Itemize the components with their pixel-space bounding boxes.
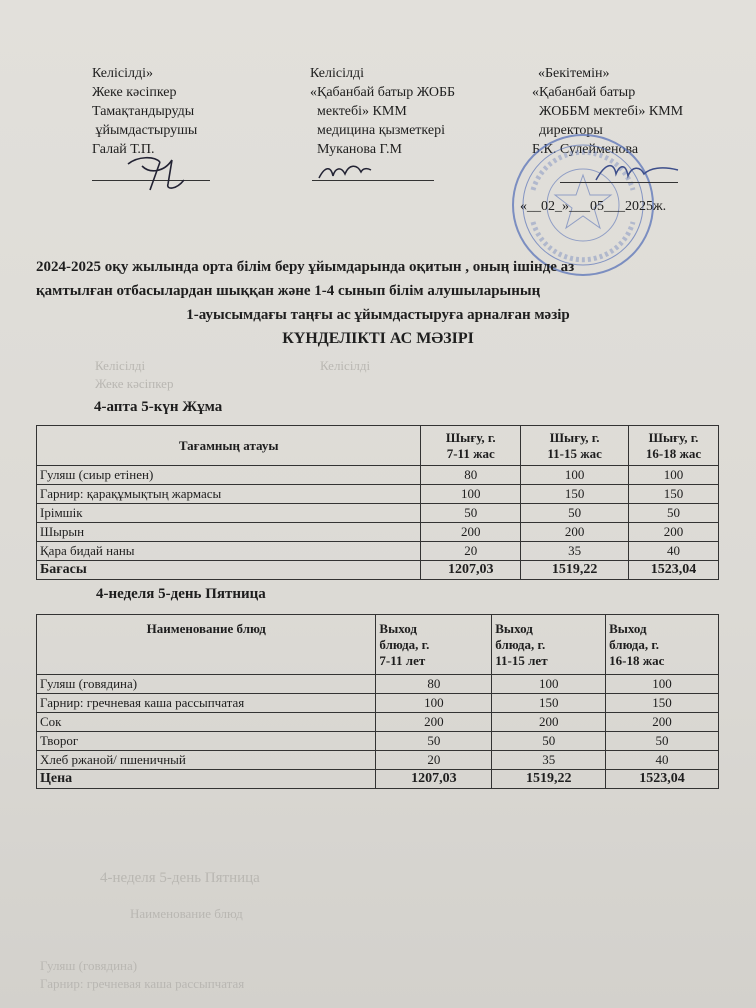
portion-cell: 50 [376,732,492,751]
bleed-through-text: Жеке кәсіпкер [95,376,174,391]
bleed-through-text: Гуляш (говядина) [40,958,138,973]
table-row [37,675,719,694]
bleed-through-text: 4-неделя 5-день Пятница [100,870,260,886]
portion-cell: 200 [521,523,629,542]
portion-cell: 100 [492,675,606,694]
portion-cell: 200 [421,523,521,542]
portion-cell: 50 [521,504,629,523]
portion-cell: 100 [376,694,492,713]
dish-name: Сок [37,713,376,732]
table-row [37,732,719,751]
approval-middle [310,64,455,159]
header-cell: Шығу, г. 11-15 жас [521,426,629,466]
title-line-1: 2024-2025 оқу жылында орта білім беру ұйымдарында оқитын , оның ішінде аз [36,259,575,275]
kz-menu-table [36,425,719,580]
kz-table-caption: 4-апта 5-күн Жұма [94,399,223,415]
portion-cell: 200 [492,713,606,732]
title-line-4: КҮНДЕЛІКТІ АС МӘЗІРІ [282,330,474,347]
portion-cell: 100 [606,675,719,694]
portion-cell: 150 [521,485,629,504]
portion-cell: 100 [421,485,521,504]
portion-cell: 35 [492,751,606,770]
dish-name: Гарнир: гречневая каша рассыпчатая [37,694,376,713]
approval-line: директоры [532,123,603,138]
approval-line: Келісілді» [92,66,153,81]
portion-cell: 20 [376,751,492,770]
portion-cell: 20 [421,542,521,561]
table-row [37,485,719,504]
portion-cell: 150 [606,694,719,713]
approval-line: мектебі» КММ [310,104,407,119]
portion-cell: 35 [521,542,629,561]
approval-line: Жеке кәсіпкер [92,85,177,100]
approval-line: «Қабанбай батыр ЖОББ [310,85,456,100]
signature-right [592,158,682,188]
bleed-through-text: Келісілді [320,358,371,373]
dish-name: Хлеб ржаной/ пшеничный [37,751,376,770]
header-cell: Наименование блюд [37,615,376,675]
approval-line: Муканова Г.М [310,142,402,157]
table-row [37,542,719,561]
dish-name: Гарнир: қарақұмықтың жармасы [37,485,421,504]
portion-cell: 100 [629,466,719,485]
price-cell: 1519,22 [492,770,606,789]
portion-cell: 200 [376,713,492,732]
title-line-2: қамтылған отбасылардан шыққан және 1-4 сынып білім алушыларының [36,283,541,299]
portion-cell: 50 [606,732,719,751]
portion-cell: 200 [606,713,719,732]
approval-line: медицина қызметкері [310,123,445,138]
approval-line: «Бекітемін» [538,66,610,81]
header-cell: Выход блюда, г. 16-18 жас [606,615,719,675]
bleed-through-text: Гарнир: гречневая каша рассыпчатая [40,976,245,991]
table-row [37,751,719,770]
portion-cell: 80 [376,675,492,694]
header-cell: Выход блюда, г. 7-11 лет [376,615,492,675]
table-row [37,523,719,542]
ru-table-caption: 4-неделя 5-день Пятница [96,586,266,602]
bleed-through-text: Келісілді [95,358,146,373]
dish-name: Гуляш (сиыр етінен) [37,466,421,485]
price-cell: 1207,03 [376,770,492,789]
portion-cell: 50 [629,504,719,523]
ru-menu-table [36,614,719,789]
portion-cell: 200 [629,523,719,542]
price-row [37,770,719,789]
approval-left [92,64,197,159]
dish-name: Творог [37,732,376,751]
approval-date: «__02_»___05___2025ж. [520,199,667,214]
header-cell: Шығу, г. 7-11 жас [421,426,521,466]
dish-name: Ірімшік [37,504,421,523]
portion-cell: 50 [492,732,606,751]
title-line-3: 1-ауысымдағы таңғы ас ұйымдастыруға арналған мәзір [186,307,570,323]
dish-name: Қара бидай наны [37,542,421,561]
dish-name: Шырын [37,523,421,542]
portion-cell: 50 [421,504,521,523]
portion-cell: 80 [421,466,521,485]
dish-name: Гуляш (говядина) [37,675,376,694]
approval-line: ЖОББМ мектебі» КММ [532,104,684,119]
table-row [37,694,719,713]
price-row [37,561,719,580]
header-cell: Тағамның атауы [37,426,421,466]
header-cell: Шығу, г. 16-18 жас [629,426,719,466]
approval-line: Келісілді [310,66,364,81]
approval-line: Галай Т.П. [92,142,155,157]
approval-line: Б.К. Сулейменова [532,142,639,157]
table-row [37,713,719,732]
signature-left [120,150,190,194]
portion-cell: 150 [629,485,719,504]
price-cell: 1523,04 [606,770,719,789]
portion-cell: 40 [629,542,719,561]
signature-middle [315,158,375,186]
table-header-row [37,615,719,675]
table-header-row [37,426,719,466]
bleed-through-text: Наименование блюд [130,906,243,921]
portion-cell: 150 [492,694,606,713]
table-row [37,466,719,485]
portion-cell: 40 [606,751,719,770]
header-cell: Выход блюда, г. 11-15 лет [492,615,606,675]
signature-line-right [560,182,678,183]
price-cell: 1519,22 [521,561,629,580]
table-row [37,504,719,523]
price-cell: 1523,04 [629,561,719,580]
price-label: Бағасы [37,561,421,580]
price-cell: 1207,03 [421,561,521,580]
approval-line: Тамақтандыруды [92,104,195,119]
approval-line: ұйымдастырушы [92,123,198,138]
portion-cell: 100 [521,466,629,485]
price-label: Цена [37,770,376,789]
approval-line: «Қабанбай батыр [532,85,636,100]
